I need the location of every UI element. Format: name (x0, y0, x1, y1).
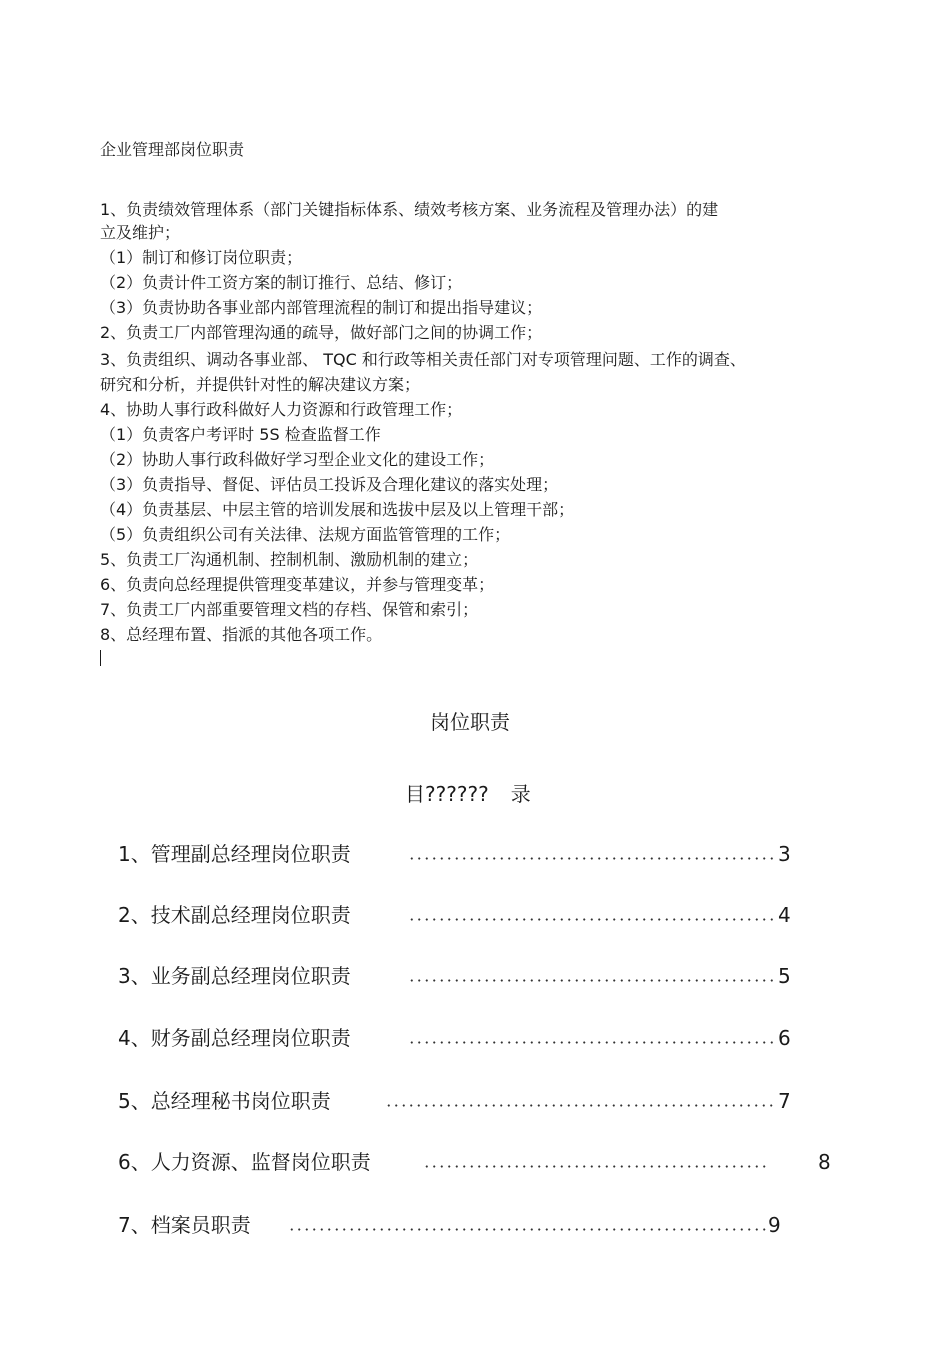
duty-line: 1、负责绩效管理体系（部门关键指标体系、绩效考核方案、业务流程及管理办法）的建 (100, 200, 719, 219)
toc-dot-leader (385, 1104, 775, 1107)
duty-line: （2）协助人事行政科做好学习型企业文化的建设工作； (100, 450, 495, 469)
toc-page-number: 4 (778, 903, 791, 927)
toc-entry[interactable] (118, 1211, 838, 1239)
toc-entry[interactable] (118, 840, 838, 868)
duty-line: 4、协助人事行政科做好人力资源和行政管理工作； (100, 400, 463, 419)
toc-page-number: 3 (778, 842, 791, 866)
toc-title-left: 目?????? (405, 782, 489, 806)
duty-line: 7、负责工厂内部重要管理文档的存档、保管和索引； (100, 600, 479, 619)
duty-line: 研究和分析，并提供针对性的解决建议方案； (100, 375, 421, 394)
toc-dot-leader (408, 857, 775, 860)
toc-entry[interactable] (118, 1087, 838, 1115)
duty-line: 5、负责工厂沟通机制、控制机制、激励机制的建立； (100, 550, 479, 569)
toc-dot-leader (288, 1228, 766, 1231)
toc-dot-leader (408, 1041, 775, 1044)
toc-entry[interactable] (118, 901, 838, 929)
duty-line: 立及维护； (100, 223, 181, 242)
toc-dot-leader (423, 1165, 770, 1168)
toc-entry-label: 6、人力资源、监督岗位职责 (118, 1150, 371, 1174)
toc-page-number: 5 (778, 964, 791, 988)
toc-page-number: 9 (768, 1213, 781, 1237)
toc-entry-label: 3、业务副总经理岗位职责 (118, 964, 351, 988)
duty-line: （1）负责客户考评时 5S 检查监督工作 (100, 425, 381, 444)
toc-entry-label: 4、财务副总经理岗位职责 (118, 1026, 351, 1050)
duty-line: （4）负责基层、中层主管的培训发展和选拔中层及以上管理干部； (100, 500, 575, 519)
text-cursor (100, 650, 101, 666)
duty-line: （3）负责指导、督促、评估员工投诉及合理化建议的落实处理； (100, 475, 559, 494)
toc-title (405, 778, 531, 807)
duty-line: （5）负责组织公司有关法律、法规方面监管管理的工作； (100, 525, 511, 544)
duty-line: （2）负责计件工资方案的制订推行、总结、修订； (100, 273, 463, 292)
toc-title-right: 录 (510, 782, 531, 806)
section-title: 岗位职责 (430, 710, 510, 734)
duty-line: 3、负责组织、调动各事业部、 TQC 和行政等相关责任部门对专项管理问题、工作的调查、 (100, 350, 746, 369)
duty-line: （1）制订和修订岗位职责； (100, 248, 303, 267)
toc-page-number: 6 (778, 1026, 791, 1050)
duty-line: 6、负责向总经理提供管理变革建议，并参与管理变革； (100, 575, 495, 594)
duty-line: 2、负责工厂内部管理沟通的疏导，做好部门之间的协调工作； (100, 323, 543, 342)
toc-entry-label: 7、档案员职责 (118, 1213, 251, 1237)
toc-dot-leader (408, 979, 775, 982)
toc-entry[interactable] (118, 962, 838, 990)
toc-entry[interactable] (118, 1148, 838, 1176)
toc-page-number: 8 (818, 1150, 831, 1174)
toc-page-number: 7 (778, 1089, 791, 1113)
toc-entry-label: 5、总经理秘书岗位职责 (118, 1089, 331, 1113)
toc-entry[interactable] (118, 1024, 838, 1052)
toc-entry-label: 2、技术副总经理岗位职责 (118, 903, 351, 927)
document-title: 企业管理部岗位职责 (100, 140, 245, 159)
duty-line: （3）负责协助各事业部内部管理流程的制订和提出指导建议； (100, 298, 543, 317)
toc-entry-label: 1、管理副总经理岗位职责 (118, 842, 351, 866)
toc-dot-leader (408, 918, 775, 921)
duty-line: 8、总经理布置、指派的其他各项工作。 (100, 625, 383, 644)
